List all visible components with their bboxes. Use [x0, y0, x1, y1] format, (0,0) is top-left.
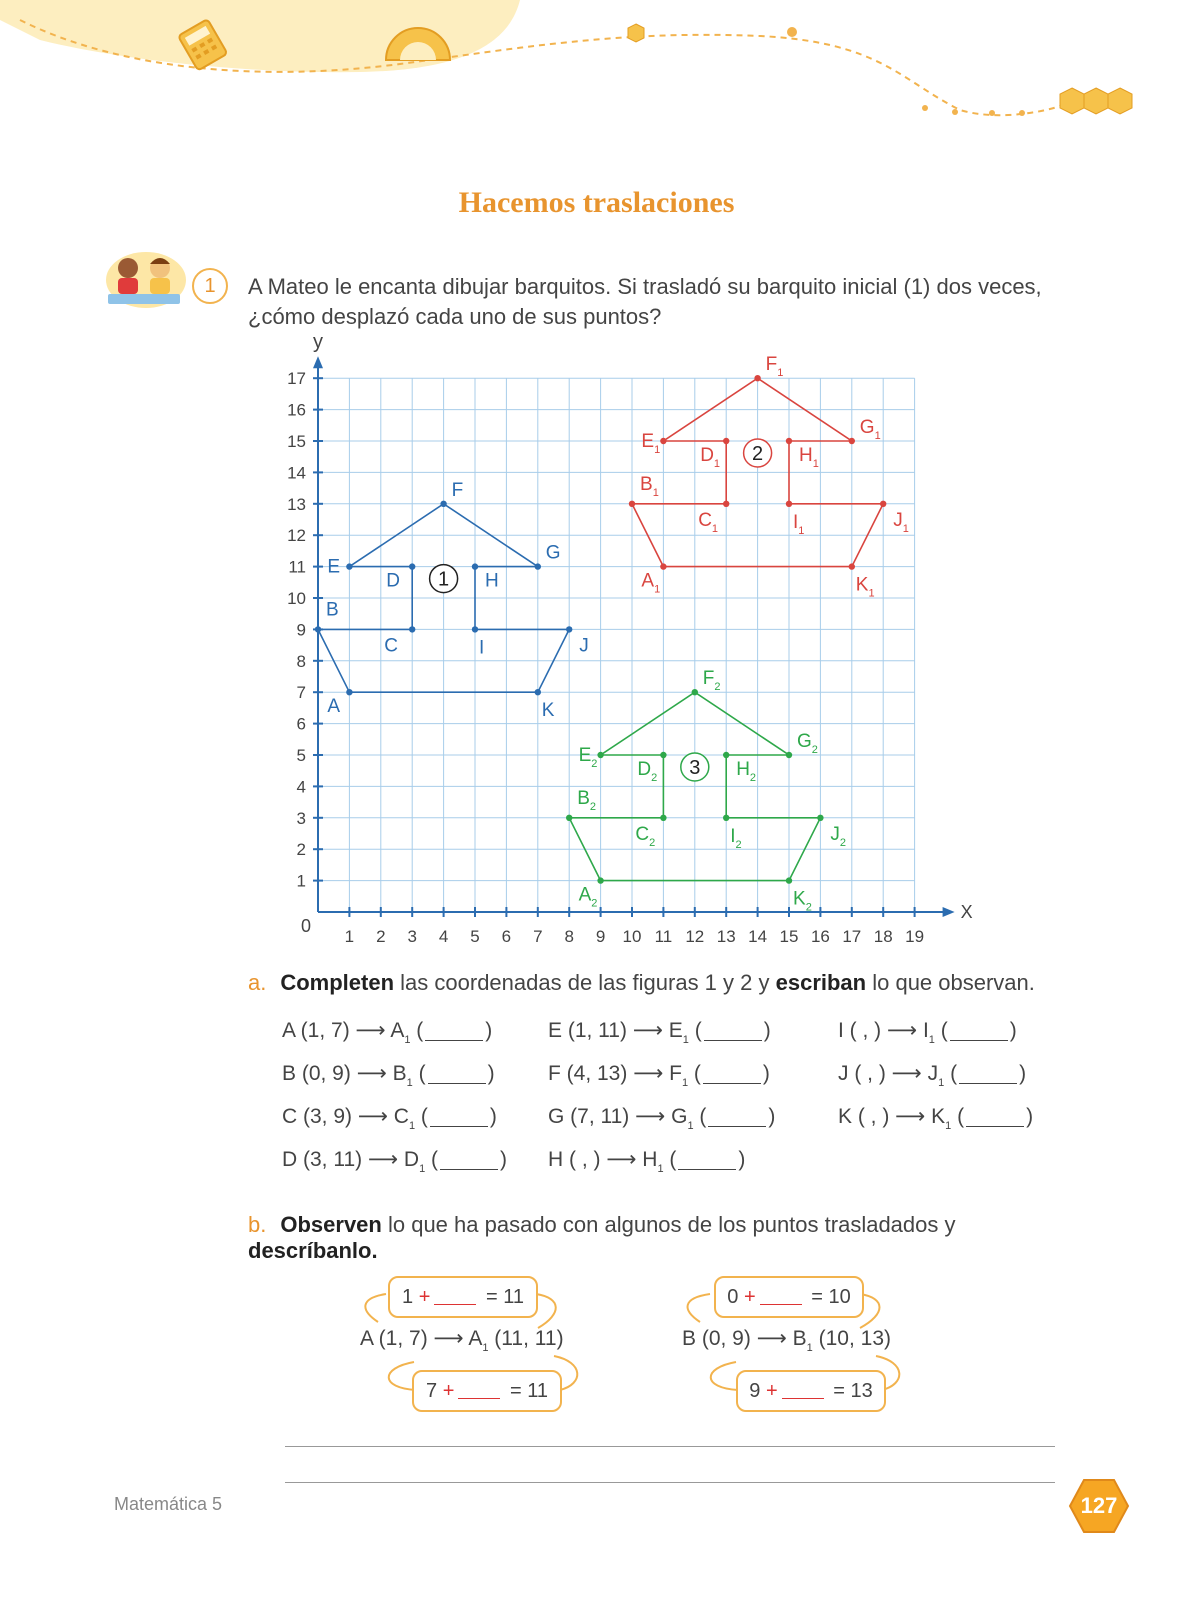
point-label: A [327, 696, 341, 718]
point-D1 [723, 438, 729, 444]
y-tick-label: 16 [287, 400, 306, 420]
source-point: A (1, 7) [282, 1019, 350, 1042]
source-point: C (3, 9) [282, 1105, 353, 1128]
coordinate-item: G (7, 11) ⟶ $G_1$ ( ) [548, 1105, 776, 1132]
answer-blank[interactable] [760, 1290, 802, 1305]
part-b-text1: lo que ha pasado con algunos de los puntos trasladados y [381, 1212, 956, 1237]
subscript: 1 [406, 1077, 413, 1089]
point-C [409, 626, 415, 632]
point-E2 [597, 752, 603, 758]
arrow-icon: ⟶ [885, 1062, 928, 1085]
x-tick-label: 11 [654, 927, 673, 946]
answer-blank[interactable] [782, 1384, 824, 1399]
point-label: $C_1$ [698, 509, 719, 535]
point-label: $K_1$ [855, 574, 875, 600]
part-a-letter: a. [248, 970, 267, 995]
coordinate-item: B (0, 9) ⟶ $B_1$ ( ) [282, 1062, 495, 1089]
point-J [566, 626, 572, 632]
answer-blank[interactable] [703, 1065, 761, 1084]
figure-2 [629, 354, 909, 599]
part-b-verb1: Observen [280, 1212, 382, 1237]
point-label: $B_1$ [640, 473, 659, 499]
y-tick-label: 17 [287, 369, 306, 389]
answer-blank[interactable] [704, 1022, 762, 1041]
source-point: K ( , ) [838, 1105, 890, 1128]
point-D2 [660, 752, 666, 758]
point-G2 [786, 752, 792, 758]
image-point: I [922, 1019, 929, 1042]
point-C1 [723, 501, 729, 507]
point-label: $D_1$ [700, 445, 721, 470]
x-tick-label: 13 [716, 927, 736, 946]
arrow-icon: ⟶ [627, 1062, 670, 1085]
x-tick-label: 10 [622, 927, 642, 946]
x-tick-label: 4 [438, 927, 449, 946]
cubes-icon [1060, 88, 1132, 114]
point-B1 [629, 501, 635, 507]
source-point: B (0, 9) [282, 1062, 351, 1085]
image-point: B [392, 1062, 407, 1085]
origin-label: 0 [300, 916, 312, 936]
point-label: $H_1$ [799, 445, 819, 470]
sum-box-y: 9 + = 13 [736, 1370, 886, 1412]
subscript: 1 [938, 1077, 945, 1089]
figure-number: 1 [438, 568, 450, 591]
figure-number: 3 [689, 757, 701, 779]
sum-box-x: 1 + = 11 [388, 1276, 538, 1318]
x-tick-label: 1 [344, 927, 355, 946]
point-label: $D_2$ [637, 759, 658, 784]
point-label: $B_2$ [577, 787, 597, 813]
subscript: 1 [404, 1034, 411, 1046]
coordinate-item: K ( , ) ⟶ $K_1$ ( ) [838, 1105, 1034, 1132]
point-label: $F_1$ [765, 354, 784, 380]
subscript: 1 [657, 1163, 664, 1175]
y-tick-label: 12 [287, 526, 306, 546]
y-tick-label: 15 [287, 432, 306, 451]
y-tick-label: 14 [287, 463, 306, 483]
point-label: $C_2$ [635, 823, 656, 849]
point-F1 [754, 375, 760, 381]
point-label: $K_2$ [793, 888, 812, 914]
y-tick-label: 13 [287, 494, 306, 514]
subscript: 1 [945, 1120, 952, 1132]
answer-line-2 [285, 1482, 1055, 1483]
y-axis-label: y [313, 331, 323, 354]
point-J1 [880, 501, 886, 507]
point-K1 [849, 563, 855, 569]
coordinate-item: A (1, 7) ⟶ $A_1$ ( ) [282, 1019, 493, 1046]
image-point: A [390, 1019, 405, 1042]
source-point: J ( , ) [838, 1062, 886, 1085]
y-tick-label: 7 [296, 683, 306, 703]
x-tick-label: 6 [501, 927, 512, 946]
point-F2 [692, 689, 698, 695]
y-axis-arrow [313, 356, 323, 368]
point-C2 [660, 815, 666, 821]
figure-1 [315, 480, 589, 721]
part-a-text1: las coordenadas de las figuras 1 y 2 y [394, 970, 776, 995]
arrow-icon: ⟶ [600, 1148, 643, 1171]
point-H [472, 563, 478, 569]
part-b-instruction [248, 1212, 1008, 1264]
part-b-letter: b. [248, 1212, 267, 1237]
grid [318, 378, 915, 912]
arrow-icon: ⟶ [350, 1062, 393, 1085]
arrow-icon: ⟶ [362, 1148, 404, 1171]
point-B [315, 626, 321, 632]
arrow-icon: ⟶ [626, 1019, 669, 1042]
point-H2 [723, 752, 729, 758]
point-label: $E_2$ [578, 745, 598, 770]
subscript: 1 [687, 1120, 694, 1132]
point-label: J [579, 635, 589, 657]
point-label: $G_1$ [859, 417, 881, 442]
book-name: Matemática 5 [114, 1494, 223, 1514]
part-a-verb2: escriban [775, 970, 867, 995]
x-tick-label: 5 [470, 927, 480, 946]
x-tick-label: 8 [564, 927, 574, 946]
arrow-icon: ⟶ [349, 1019, 391, 1042]
answer-blank[interactable] [458, 1384, 500, 1399]
part-b-verb2: descríbanlo. [248, 1238, 378, 1263]
point-label: G [545, 542, 561, 564]
arrow-icon: ⟶ [427, 1327, 469, 1350]
point-label: $I_2$ [730, 825, 742, 851]
figure-number: 2 [752, 443, 764, 465]
y-tick-label: 10 [287, 589, 306, 608]
y-tick-label: 3 [296, 808, 306, 828]
y-tick-label: 4 [296, 777, 306, 797]
point-label: H [485, 570, 499, 592]
coordinate-item: E (1, 11) ⟶ $E_1$ ( ) [548, 1019, 771, 1046]
translation-example: B (0, 9) ⟶ $B_1$ (10, 13) [682, 1327, 891, 1354]
point-label: $A_1$ [641, 570, 661, 596]
image-point: K [931, 1105, 946, 1128]
y-tick-label: 2 [296, 840, 306, 860]
x-tick-label: 17 [842, 927, 862, 946]
point-A1 [660, 563, 666, 569]
point-J2 [817, 815, 823, 821]
point-E1 [660, 438, 666, 444]
subscript: 1 [928, 1034, 935, 1046]
answer-line-1 [285, 1446, 1055, 1447]
x-tick-label: 15 [779, 927, 799, 946]
image-point: C [393, 1105, 409, 1128]
point-label: $J_2$ [830, 823, 847, 849]
point-G [535, 563, 541, 569]
exercise-number-badge: 1 [192, 268, 228, 304]
point-F [440, 501, 446, 507]
point-label: D [386, 570, 400, 592]
point-label: K [541, 700, 555, 722]
x-tick-label: 7 [533, 927, 543, 946]
source-point: G (7, 11) [548, 1105, 630, 1128]
image-point: G [671, 1105, 688, 1128]
y-tick-label: 9 [296, 620, 306, 640]
coordinate-item: D (3, 11) ⟶ $D_1$ ( ) [282, 1148, 508, 1175]
x-tick-label: 12 [685, 927, 705, 946]
subscript: 1 [681, 1077, 689, 1089]
coordinate-plane [280, 330, 980, 950]
answer-blank[interactable] [678, 1151, 736, 1170]
x-axis-label: X [960, 902, 973, 922]
cube-icon [628, 24, 644, 42]
point-label: I [479, 637, 485, 659]
answer-blank[interactable] [966, 1108, 1024, 1127]
point-D [409, 563, 415, 569]
part-a-instruction [248, 970, 1035, 996]
answer-blank[interactable] [440, 1151, 498, 1170]
coordinate-item: J ( , ) ⟶ $J_1$ ( ) [838, 1062, 1027, 1089]
kids-reading-icon [102, 248, 186, 312]
sum-box-x: 0 + = 10 [714, 1276, 864, 1318]
source-point: H ( , ) [548, 1148, 601, 1171]
point-label: B [326, 599, 339, 621]
subscript: 1 [408, 1120, 416, 1132]
point-label: $F_2$ [702, 668, 721, 694]
y-tick-label: 8 [296, 651, 306, 671]
y-tick-label: 5 [296, 746, 306, 765]
coordinate-item: C (3, 9) ⟶ $C_1$ ( ) [282, 1105, 497, 1132]
x-tick-label: 18 [873, 927, 893, 946]
point-K [535, 689, 541, 695]
point-A [346, 689, 352, 695]
point-label: C [384, 635, 398, 657]
image-point: H [642, 1148, 658, 1171]
answer-blank[interactable] [708, 1108, 766, 1127]
point-label: $A_2$ [578, 884, 598, 910]
subscript: 1 [419, 1163, 426, 1175]
point-E [346, 563, 352, 569]
y-tick-label: 1 [296, 871, 306, 891]
point-B2 [566, 815, 572, 821]
arrow-icon: ⟶ [750, 1327, 793, 1350]
x-tick-label: 2 [376, 927, 386, 946]
subscript: 1 [682, 1034, 689, 1046]
part-a-verb1: Completen [280, 970, 395, 995]
x-tick-label: 16 [810, 927, 830, 946]
page-number-badge [1068, 1478, 1130, 1534]
x-axis-arrow [943, 907, 955, 917]
arrow-icon: ⟶ [889, 1105, 932, 1128]
x-tick-label: 3 [407, 927, 417, 946]
x-tick-label: 9 [595, 927, 606, 946]
point-A2 [597, 877, 603, 883]
x-tick-label: 14 [748, 927, 768, 946]
point-label: $I_1$ [793, 511, 805, 537]
point-label: $H_2$ [736, 759, 757, 784]
page-number: 127 [1080, 1493, 1118, 1518]
image-point: E [668, 1019, 683, 1042]
page-title: Hacemos traslaciones [458, 186, 735, 219]
arrow-icon: ⟶ [352, 1105, 394, 1128]
image-point: F [669, 1062, 682, 1085]
point-K2 [786, 877, 792, 883]
point-label: $E_1$ [641, 431, 661, 456]
y-tick-label: 6 [296, 714, 306, 734]
answer-blank[interactable] [425, 1022, 483, 1041]
answer-blank[interactable] [434, 1290, 476, 1305]
answer-blank[interactable] [959, 1065, 1017, 1084]
answer-blank[interactable] [428, 1065, 486, 1084]
point-label: $J_1$ [893, 509, 909, 535]
source-point: D (3, 11) [282, 1148, 363, 1171]
sum-box-y: 7 + = 11 [412, 1370, 562, 1412]
point-label: F [451, 479, 464, 501]
point-I2 [723, 815, 729, 821]
point-label: $G_2$ [797, 731, 818, 756]
arrow-icon: ⟶ [629, 1105, 672, 1128]
source-point: F (4, 13) [548, 1062, 628, 1085]
point-label: E [327, 556, 341, 578]
coordinate-item: F (4, 13) ⟶ $F_1$ ( ) [548, 1062, 770, 1089]
part-a-text2: lo que observan. [866, 970, 1035, 995]
x-tick-label: 19 [905, 927, 925, 946]
source-point: I ( , ) [838, 1019, 882, 1042]
point-I [472, 626, 478, 632]
image-point: J [927, 1062, 939, 1085]
source-point: E (1, 11) [548, 1019, 627, 1042]
header-decoration [0, 0, 1193, 150]
point-G1 [849, 438, 855, 444]
y-tick-label: 11 [288, 557, 306, 577]
answer-blank[interactable] [430, 1108, 488, 1127]
coordinate-item: H ( , ) ⟶ $H_1$ ( ) [548, 1148, 746, 1175]
point-H1 [786, 438, 792, 444]
figure-3 [566, 668, 846, 913]
image-point: D [403, 1148, 420, 1171]
point-I1 [786, 501, 792, 507]
exercise-prompt: A Mateo le encanta dibujar barquitos. Si trasladó su barquito inicial (1) dos veces, ¿cómo desplazó cada uno de sus puntos? [248, 274, 1042, 329]
coordinate-item: I ( , ) ⟶ $I_1$ ( ) [838, 1019, 1017, 1046]
arrow-icon: ⟶ [881, 1019, 923, 1042]
answer-blank[interactable] [950, 1022, 1008, 1041]
translation-example: A (1, 7) ⟶ $A_1$ (11, 11) [360, 1327, 564, 1354]
